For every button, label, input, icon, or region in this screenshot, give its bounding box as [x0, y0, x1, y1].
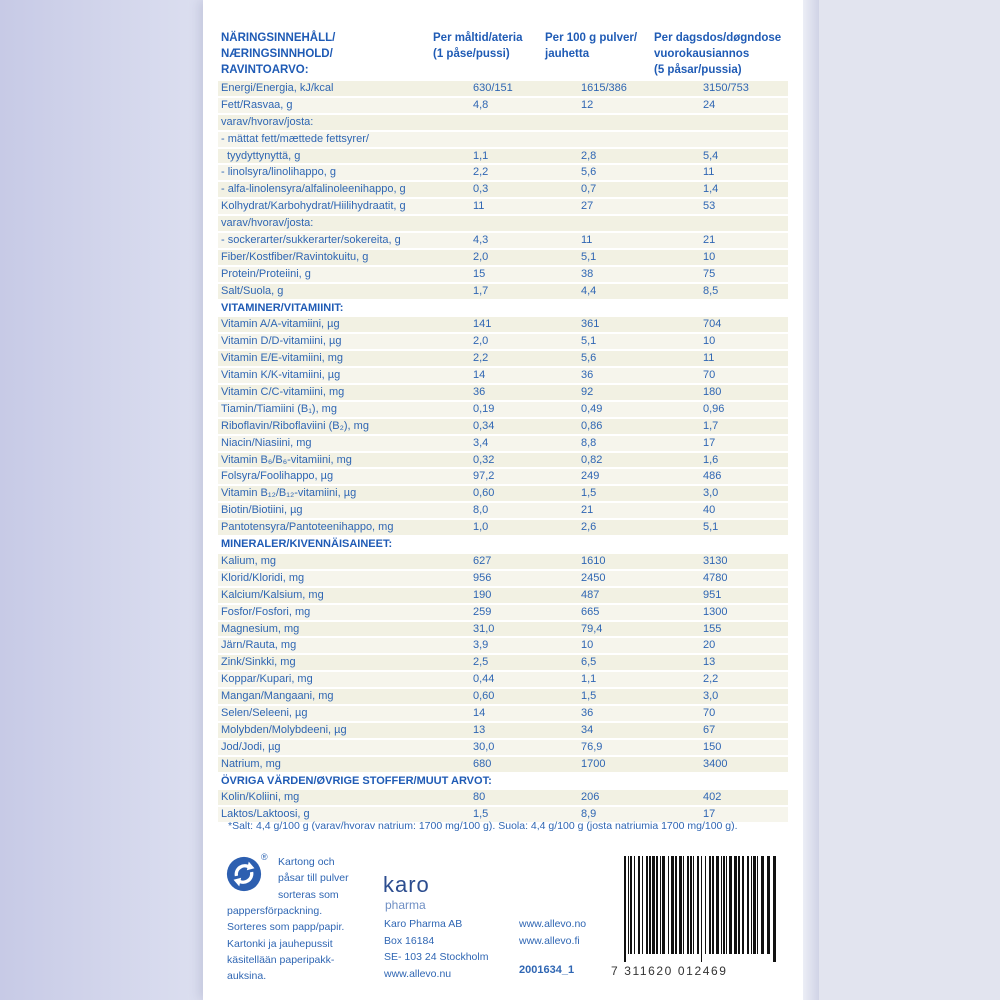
- table-row: [218, 671, 788, 688]
- per-day-value: 10: [703, 335, 716, 348]
- per-meal-value: 2,2: [473, 166, 489, 179]
- barcode-bar: [709, 856, 711, 954]
- barcode-bar: [716, 856, 719, 954]
- nutrient-label: varav/hvorav/josta:: [221, 115, 314, 128]
- table-row: [218, 401, 788, 418]
- per-100g-value: 1610: [581, 554, 606, 567]
- nutrient-label: MINERALER/KIVENNÄISAINEET:: [221, 538, 393, 551]
- recycle-icon: [225, 855, 263, 893]
- per-day-value: 17: [703, 808, 716, 821]
- nutrient-label: Fiber/Kostfiber/Ravintokuitu, g: [221, 250, 369, 263]
- per-meal-value: 0,34: [473, 419, 495, 432]
- per-meal-value: 0,32: [473, 453, 495, 466]
- nutrient-label: varav/hvorav/josta:: [221, 217, 314, 230]
- per-meal-value: 0,44: [473, 673, 495, 686]
- nutrient-label: Biotin/Biotiini, µg: [221, 504, 303, 517]
- per-100g-value: 2,6: [581, 521, 597, 534]
- per-100g-value: 76,9: [581, 740, 603, 753]
- nutrient-label: Protein/Proteiini, g: [221, 267, 311, 280]
- per-day-value: 1,4: [703, 183, 719, 196]
- table-row: [218, 553, 788, 570]
- table-row: [218, 333, 788, 350]
- per-100g-value: 36: [581, 706, 594, 719]
- table-row: [218, 452, 788, 469]
- barcode-bar: [630, 856, 632, 954]
- barcode-bar: [753, 856, 756, 954]
- barcode-bar: [751, 856, 752, 954]
- karo-logo-sub: pharma: [385, 898, 426, 912]
- per-meal-value: 2,2: [473, 352, 489, 365]
- nutrient-label: Vitamin D/D-vitamiini, µg: [221, 335, 342, 348]
- per-day-value: 0,96: [703, 402, 725, 415]
- per-day-value: 70: [703, 706, 716, 719]
- table-row: [218, 604, 788, 621]
- per-meal-value: 190: [473, 588, 492, 601]
- table-row: [218, 502, 788, 519]
- nutrient-label: Magnesium, mg: [221, 622, 300, 635]
- per-100g-value: 0,86: [581, 419, 603, 432]
- per-day-value: 11: [703, 166, 715, 179]
- barcode-bar: [649, 856, 651, 954]
- table-row: [218, 350, 788, 367]
- per-100g-value: 206: [581, 791, 600, 804]
- nutrient-label: - alfa-linolensyra/alfalinoleenihappo, g: [221, 183, 406, 196]
- website-link[interactable]: www.allevo.no: [519, 918, 587, 930]
- per-100g-value: 0,49: [581, 402, 603, 415]
- nutrient-label: Pantotensyra/Pantoteenihappo, mg: [221, 521, 394, 534]
- table-row: [218, 232, 788, 249]
- barcode-bar: [624, 856, 626, 962]
- barcode-bar: [773, 856, 776, 962]
- per-day-value: 402: [703, 791, 722, 804]
- nutrient-label: Kalcium/Kalsium, mg: [221, 588, 324, 601]
- per-meal-value: 13: [473, 723, 486, 736]
- nutrient-label: Vitamin C/C-vitamiini, mg: [221, 386, 345, 399]
- table-row: [218, 570, 788, 587]
- per-meal-value: 630/151: [473, 82, 513, 94]
- nutrient-label: Natrium, mg: [221, 757, 281, 770]
- per-100g-value: 1,5: [581, 690, 597, 703]
- table-row: [218, 756, 788, 773]
- per-day-value: 1,7: [703, 419, 719, 432]
- per-100g-value: 8,9: [581, 808, 597, 821]
- per-meal-value: 3,9: [473, 639, 489, 652]
- per-day-value: 20: [703, 639, 716, 652]
- barcode-bar: [742, 856, 744, 954]
- per-100g-value: 5,1: [581, 335, 597, 348]
- per-meal-value: 0,3: [473, 183, 489, 196]
- recycle-line: påsar till pulver: [278, 872, 349, 885]
- company-websites: [519, 916, 586, 949]
- nutrient-label: Vitamin E/E-vitamiini, mg: [221, 352, 344, 365]
- recycle-line: käsitellään paperipakk-: [227, 953, 335, 966]
- barcode-bar: [652, 856, 655, 954]
- nutrient-label: Folsyra/Foolihappo, µg: [221, 470, 334, 483]
- table-row: [218, 215, 788, 232]
- nutrient-label: Fosfor/Fosfori, mg: [221, 605, 311, 618]
- per-100g-value: 11: [581, 234, 593, 247]
- address-line: Karo Pharma AB: [384, 918, 463, 930]
- table-row: [218, 249, 788, 266]
- barcode-bar: [646, 856, 648, 954]
- per-100g-value: 8,8: [581, 436, 597, 449]
- nutrient-label: Järn/Rauta, mg: [221, 639, 297, 652]
- per-meal-value: 11: [473, 200, 485, 213]
- nutrient-label: Vitamin A/A-vitamiini, µg: [221, 318, 340, 331]
- karo-logo: karo: [383, 872, 430, 897]
- product-code: 2001634_1: [519, 964, 575, 976]
- per-meal-value: 31,0: [473, 622, 495, 635]
- per-100g-value: 5,6: [581, 166, 597, 179]
- table-row: [218, 519, 788, 536]
- barcode-bar: [767, 856, 770, 954]
- barcode-bar: [734, 856, 737, 954]
- per-meal-value: 1,0: [473, 521, 489, 534]
- per-day-value: 3130: [703, 554, 728, 567]
- barcode-bar: [642, 856, 643, 954]
- table-row: [218, 705, 788, 722]
- per-meal-value: 30,0: [473, 740, 495, 753]
- barcode-bar: [738, 856, 740, 954]
- per-meal-value: 0,60: [473, 690, 495, 703]
- table-section-heading: [218, 300, 788, 317]
- box-edge: [803, 0, 819, 1000]
- per-meal-value: 2,5: [473, 656, 489, 669]
- barcode-bar: [726, 856, 727, 954]
- nutrient-label: Energi/Energia, kJ/kcal: [221, 82, 334, 94]
- registered-mark: ®: [261, 852, 268, 862]
- per-day-value: 75: [703, 267, 716, 280]
- per-meal-value: 3,4: [473, 436, 489, 449]
- per-day-value: 5,1: [703, 521, 719, 534]
- barcode-bar: [723, 856, 725, 954]
- salt-footnote: *Salt: 4,4 g/100 g (varav/hvorav natrium: 1700 mg/100 g). Suola: 4,4 g/100 g (josta natriumia 1700 mg/100 g).: [228, 820, 738, 832]
- per-meal-value: 0,60: [473, 487, 495, 500]
- per-100g-value: 487: [581, 588, 600, 601]
- per-day-value: 10: [703, 250, 716, 263]
- table-row: [218, 688, 788, 705]
- table-row: [218, 654, 788, 671]
- nutrient-label: Jod/Jodi, µg: [221, 740, 281, 753]
- table-row: [218, 80, 788, 97]
- per-day-value: 40: [703, 504, 716, 517]
- barcode: [622, 856, 780, 962]
- recycle-text-indented: [278, 854, 349, 903]
- barcode-bar: [712, 856, 714, 954]
- nutrient-label: Zink/Sinkki, mg: [221, 656, 296, 669]
- per-day-value: 70: [703, 369, 716, 382]
- nutrient-label: Mangan/Mangaani, mg: [221, 690, 334, 703]
- barcode-bar: [697, 856, 699, 954]
- website-link[interactable]: www.allevo.nu: [384, 967, 452, 980]
- nutrient-label: - linolsyra/linolihappo, g: [221, 166, 336, 179]
- per-day-value: 17: [703, 436, 716, 449]
- table-row: [218, 367, 788, 384]
- barcode-bar: [662, 856, 665, 954]
- per-meal-value: 4,3: [473, 234, 489, 247]
- per-day-value: 11: [703, 352, 715, 365]
- nutrient-label: Molybden/Molybdeeni, µg: [221, 723, 347, 736]
- barcode-bar: [757, 856, 758, 954]
- per-100g-value: 1615/386: [581, 82, 627, 94]
- nutrient-label: Koppar/Kupari, mg: [221, 673, 313, 686]
- per-100g-value: 10: [581, 639, 594, 652]
- nutrient-label: Kolhydrat/Karbohydrat/Hiilihydraatit, g: [221, 200, 406, 213]
- per-100g-value: 361: [581, 318, 600, 331]
- per-day-value: 5,4: [703, 149, 719, 162]
- per-100g-value: 1,1: [581, 673, 597, 686]
- table-row: [218, 587, 788, 604]
- barcode-bar: [705, 856, 706, 954]
- barcode-bar: [761, 856, 764, 954]
- recycle-line: pappersförpackning.: [227, 905, 323, 917]
- per-day-value: 155: [703, 622, 722, 635]
- nutrient-label: Klorid/Kloridi, mg: [221, 571, 305, 584]
- nutrient-label: Selen/Seleeni, µg: [221, 706, 308, 719]
- recycle-text: [227, 903, 344, 984]
- per-100g-value: 5,1: [581, 250, 597, 263]
- per-day-value: 13: [703, 656, 716, 669]
- table-row: [218, 637, 788, 654]
- nutrient-label: Vitamin B₆/B₆-vitamiini, mg: [221, 453, 352, 466]
- per-100g-value: 21: [581, 504, 594, 517]
- table-row: [218, 722, 788, 739]
- table-header-per-day: Per dagsdos/døgndose vuorokausiannos (5 påsar/pussia): [654, 32, 782, 76]
- barcode-bar: [687, 856, 689, 954]
- table-row: [218, 316, 788, 333]
- address-line: SE- 103 24 Stockholm: [384, 951, 489, 963]
- per-meal-value: 14: [473, 369, 486, 382]
- per-100g-value: 665: [581, 605, 600, 618]
- per-meal-value: 14: [473, 706, 486, 719]
- nutrient-label: Laktos/Laktoosi, g: [221, 808, 310, 821]
- per-meal-value: 680: [473, 757, 492, 770]
- per-day-value: 53: [703, 200, 716, 213]
- table-row: [218, 131, 788, 148]
- barcode-bar: [656, 856, 658, 954]
- per-meal-value: 97,2: [473, 470, 495, 483]
- per-100g-value: 92: [581, 386, 594, 399]
- per-day-value: 3,0: [703, 487, 719, 500]
- per-day-value: 4780: [703, 571, 728, 584]
- per-day-value: 1300: [703, 605, 728, 618]
- table-row: [218, 789, 788, 806]
- nutrient-label: VITAMINER/VITAMIINIT:: [221, 301, 344, 314]
- per-100g-value: 249: [581, 470, 600, 483]
- per-meal-value: 259: [473, 605, 492, 618]
- per-100g-value: 12: [581, 98, 594, 111]
- address-line: Box 16184: [384, 934, 435, 947]
- barcode-bar: [671, 856, 674, 954]
- table-row: [218, 485, 788, 502]
- table-row: [218, 181, 788, 198]
- nutrient-label: Vitamin K/K-vitamiini, µg: [221, 369, 341, 382]
- per-100g-value: 0,82: [581, 453, 603, 466]
- nutrient-label: tyydyttynyttä, g: [227, 149, 301, 162]
- table-row: [218, 97, 788, 114]
- recycle-line: sorteras som: [278, 888, 339, 901]
- table-row: [218, 266, 788, 283]
- table-header-per-meal: Per måltid/ateria (1 påse/pussi): [433, 32, 523, 60]
- barcode-bar: [747, 856, 749, 954]
- barcode-bar: [638, 856, 640, 954]
- per-100g-value: 4,4: [581, 284, 597, 297]
- company-address: [384, 916, 488, 982]
- barcode-number: 7 311620 012469: [611, 964, 728, 978]
- per-100g-value: 1700: [581, 757, 606, 770]
- per-day-value: 704: [703, 318, 722, 331]
- per-day-value: 3150/753: [703, 82, 749, 94]
- barcode-bar: [634, 856, 635, 954]
- per-meal-value: 15: [473, 267, 486, 280]
- nutrient-label: - mättat fett/mættede fettsyrer/: [221, 132, 369, 145]
- per-meal-value: 8,0: [473, 504, 489, 517]
- nutrient-label: Salt/Suola, g: [221, 284, 284, 297]
- per-meal-value: 36: [473, 386, 486, 399]
- barcode-bar: [679, 856, 682, 954]
- nutrient-label: Kolin/Koliini, mg: [221, 791, 300, 804]
- per-day-value: 3,0: [703, 690, 719, 703]
- per-day-value: 1,6: [703, 453, 719, 466]
- per-100g-value: 1,5: [581, 487, 597, 500]
- per-meal-value: 0,19: [473, 402, 495, 415]
- per-day-value: 2,2: [703, 673, 719, 686]
- table-row: [218, 621, 788, 638]
- per-meal-value: 80: [473, 791, 486, 804]
- nutrient-label: Niacin/Niasiini, mg: [221, 436, 312, 449]
- per-meal-value: 2,0: [473, 250, 489, 263]
- barcode-bar: [668, 856, 669, 954]
- barcode-bar: [729, 856, 732, 954]
- table-row: [218, 384, 788, 401]
- per-100g-value: 34: [581, 723, 594, 736]
- barcode-bar: [683, 856, 684, 954]
- nutrient-label: Riboflavin/Riboflaviini (B₂), mg: [221, 419, 369, 432]
- table-row: [218, 164, 788, 181]
- per-day-value: 21: [703, 234, 716, 247]
- website-link[interactable]: www.allevo.fi: [519, 934, 580, 947]
- recycle-line: Kartonki ja jauhepussit: [227, 937, 333, 950]
- per-day-value: 3400: [703, 757, 728, 770]
- table-row: [218, 198, 788, 215]
- per-100g-value: 38: [581, 267, 594, 280]
- per-meal-value: 956: [473, 571, 492, 584]
- per-100g-value: 2,8: [581, 149, 597, 162]
- table-row: [218, 739, 788, 756]
- per-meal-value: 4,8: [473, 98, 489, 111]
- per-day-value: 150: [703, 740, 722, 753]
- barcode-bar: [690, 856, 692, 954]
- per-day-value: 67: [703, 723, 716, 736]
- table-row: [218, 148, 788, 165]
- table-section-heading: [218, 536, 788, 553]
- nutrient-label: - sockerarter/sukkerarter/sokereita, g: [221, 234, 401, 247]
- per-meal-value: 2,0: [473, 335, 489, 348]
- per-meal-value: 1,7: [473, 284, 489, 297]
- table-section-heading: [218, 773, 788, 790]
- barcode-bar: [701, 856, 702, 962]
- per-day-value: 951: [703, 588, 722, 601]
- table-row: [218, 468, 788, 485]
- per-100g-value: 27: [581, 200, 594, 213]
- per-meal-value: 1,5: [473, 808, 489, 821]
- per-day-value: 8,5: [703, 284, 719, 297]
- per-100g-value: 79,4: [581, 622, 603, 635]
- barcode-bar: [721, 856, 722, 954]
- per-100g-value: 0,7: [581, 183, 597, 196]
- per-day-value: 486: [703, 470, 722, 483]
- table-row: [218, 435, 788, 452]
- nutrient-label: Vitamin B₁₂/B₁₂-vitamiini, µg: [221, 487, 357, 500]
- nutrient-label: ÖVRIGA VÄRDEN/ØVRIGE STOFFER/MUUT ARVOT:: [221, 774, 492, 787]
- per-100g-value: 2450: [581, 571, 606, 584]
- left-background: [0, 0, 203, 1000]
- per-meal-value: 1,1: [473, 149, 489, 162]
- recycle-line: Sorteres som papp/papir.: [227, 921, 345, 934]
- table-row: [218, 114, 788, 131]
- table-header-nutrient: NÄRINGSINNEHÅLL/ NÆRINGSINNHOLD/ RAVINTOARVO:: [221, 32, 336, 76]
- recycle-line: auksina.: [227, 970, 267, 983]
- nutrition-table: [218, 80, 788, 823]
- barcode-bar: [693, 856, 694, 954]
- per-100g-value: 6,5: [581, 656, 597, 669]
- barcode-bar: [660, 856, 661, 954]
- per-day-value: 180: [703, 386, 722, 399]
- per-100g-value: 36: [581, 369, 594, 382]
- barcode-bar: [675, 856, 677, 954]
- nutrient-label: Fett/Rasvaa, g: [221, 98, 293, 111]
- barcode-bar: [628, 856, 629, 954]
- per-100g-value: 5,6: [581, 352, 597, 365]
- nutrient-label: Tiamin/Tiamiini (B₁), mg: [221, 402, 337, 415]
- recycle-line: Kartong och: [278, 856, 335, 868]
- per-meal-value: 141: [473, 318, 492, 331]
- nutrient-label: Kalium, mg: [221, 554, 277, 567]
- per-meal-value: 627: [473, 554, 492, 567]
- table-row: [218, 418, 788, 435]
- table-row: [218, 283, 788, 300]
- table-header-per-100g: Per 100 g pulver/ jauhetta: [545, 32, 638, 60]
- per-day-value: 24: [703, 98, 716, 111]
